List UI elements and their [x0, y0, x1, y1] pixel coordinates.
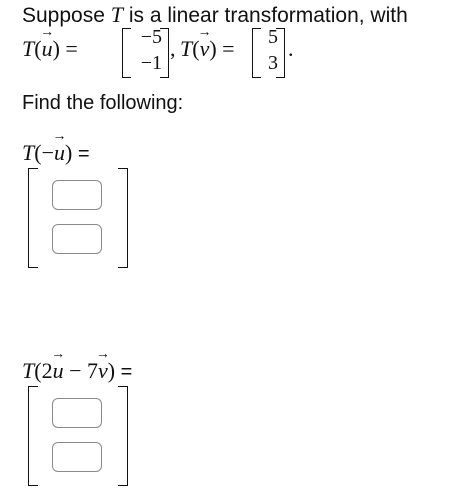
- intro-suffix: is a linear transformation, with: [123, 4, 408, 27]
- answer-bracket-right: [118, 386, 128, 486]
- answer-bracket-left: [28, 386, 38, 486]
- given-tv-label: T(v → ) =: [180, 25, 235, 61]
- answer-bracket-right: [118, 168, 128, 268]
- bracket-right: [160, 28, 169, 78]
- answer-2-row-2-input[interactable]: [52, 442, 102, 472]
- vector-arrow-icon: →: [51, 347, 66, 362]
- question-2-label: T(2u → − 7v → ) =: [22, 347, 133, 383]
- matrix-entry: 3: [268, 52, 278, 74]
- answer-2-row-1-input[interactable]: [52, 398, 102, 428]
- vector-arrow-icon: →: [197, 25, 212, 40]
- given-tv: [180, 24, 380, 80]
- intro-prefix: Suppose: [22, 4, 111, 27]
- answer-bracket-left: [28, 168, 38, 268]
- matrix-entry: −5: [140, 26, 162, 48]
- given-tu-label: T(u → ) =: [22, 25, 78, 61]
- given-mappings: [22, 24, 442, 80]
- bracket-left: [122, 28, 131, 78]
- vector-arrow-icon: →: [52, 129, 67, 144]
- bracket-right: [276, 28, 285, 78]
- find-label: Find the following:: [22, 92, 184, 114]
- question-1-label: T(−u → ) =: [22, 129, 90, 165]
- vector-arrow-icon: →: [95, 347, 110, 362]
- matrix-entry: 5: [268, 26, 278, 48]
- separator: ,: [170, 36, 176, 61]
- answer-1-row-1-input[interactable]: [52, 180, 102, 210]
- separator: .: [288, 36, 294, 61]
- matrix-entry: −1: [140, 52, 162, 74]
- intro-variable: T: [110, 2, 123, 27]
- answer-1-row-2-input[interactable]: [52, 224, 102, 254]
- vector-arrow-icon: →: [40, 25, 55, 40]
